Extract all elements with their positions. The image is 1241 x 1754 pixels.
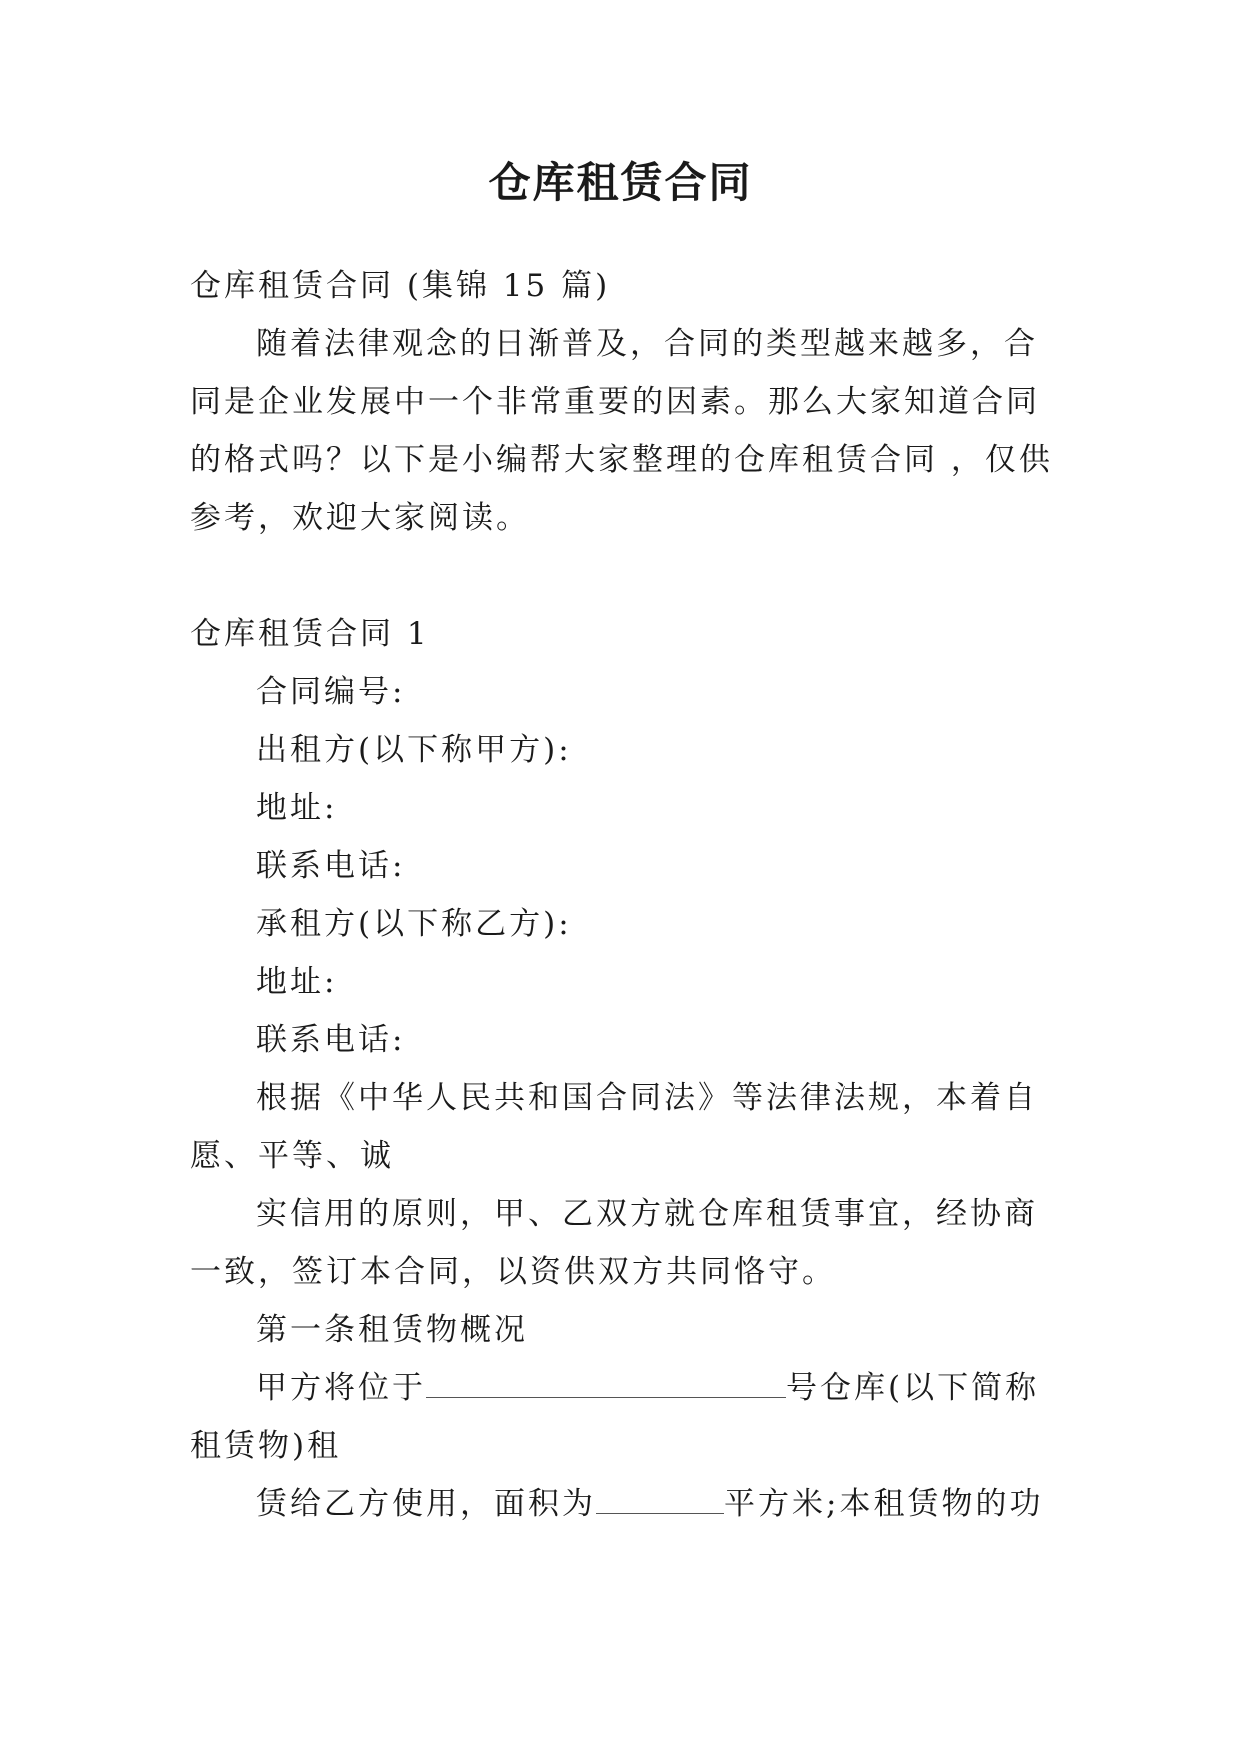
lessee-address-line: 地址:: [256, 964, 338, 1000]
collection-heading: 仓库租赁合同 (集锦 15 篇): [190, 268, 611, 304]
principle-paragraph: 实信用的原则，甲、乙双方就仓库租赁事宜，经协商一致，签订本合同，以资供双方共同恪守。: [190, 1196, 1038, 1290]
lessor-line: 出租方(以下称甲方):: [256, 732, 572, 768]
document-title: 仓库租赁合同: [488, 158, 753, 207]
area-blank: [596, 1483, 724, 1514]
article-1-p1-suffix: 号仓库(以下简称租赁物)租: [190, 1370, 1040, 1464]
lessee-line: 承租方(以下称乙方):: [256, 906, 572, 942]
article-1-paragraph-2: [190, 1475, 1070, 1533]
article-1-paragraph-1: [190, 1359, 1070, 1475]
intro-paragraph: 随着法律观念的日渐普及，合同的类型越来越多，合同是企业发展中一个非常重要的因素。那么大家知道合同的格式吗？以下是小编帮大家整理的仓库租赁合同 ，仅供参考，欢迎大家阅读。: [190, 326, 1053, 536]
section-heading: 仓库租赁合同 1: [190, 616, 430, 652]
document-body: [190, 257, 1070, 1533]
lessor-address-line: 地址:: [256, 790, 338, 826]
article-1-title: 第一条租赁物概况: [256, 1312, 528, 1348]
legal-basis-paragraph: 根据《中华人民共和国合同法》等法律法规，本着自愿、平等、诚: [190, 1080, 1038, 1174]
location-blank: [426, 1367, 786, 1398]
article-1-p2-prefix: 赁给乙方使用，面积为: [256, 1486, 596, 1522]
lessor-phone-line: 联系电话:: [256, 848, 406, 884]
article-1-p1-prefix: 甲方将位于: [256, 1370, 426, 1406]
section-gap: [190, 547, 1070, 605]
lessee-phone-line: 联系电话:: [256, 1022, 406, 1058]
article-1-p2-suffix: 平方米;本租赁物的功: [724, 1486, 1044, 1522]
contract-number-line: 合同编号:: [256, 674, 406, 710]
